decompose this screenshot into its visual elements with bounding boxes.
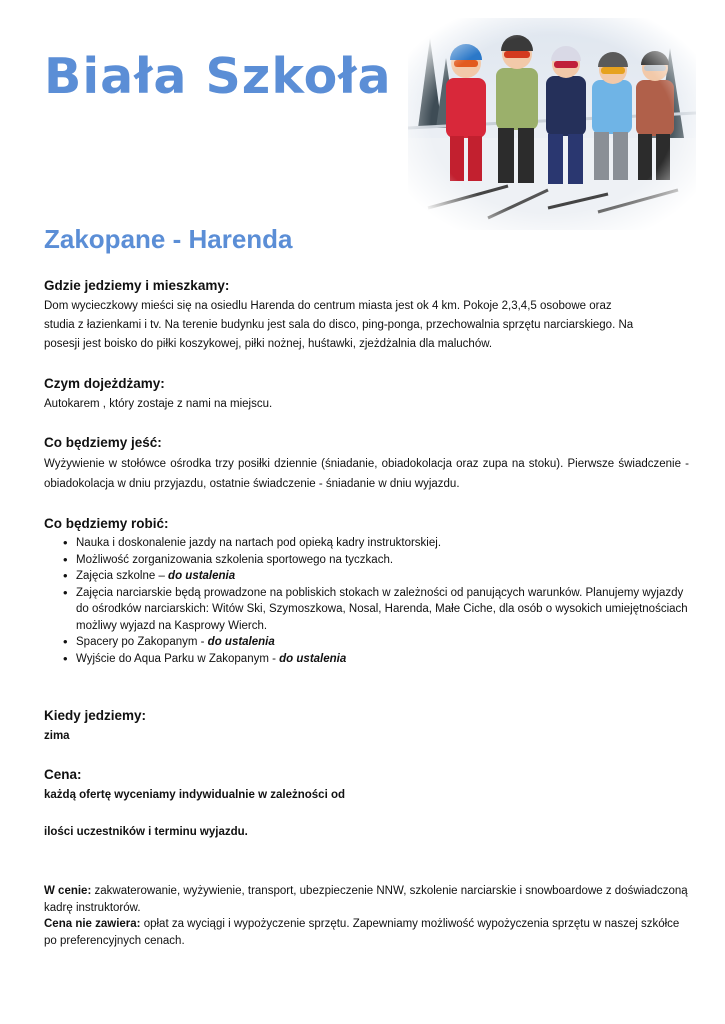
included-label: W cenie: xyxy=(44,885,92,897)
price-section xyxy=(44,767,689,842)
activities-section xyxy=(44,516,689,667)
transport-section xyxy=(44,376,689,414)
list-item-emphasis: do ustalenia xyxy=(207,636,275,648)
ski-children-photo xyxy=(408,18,696,230)
list-item xyxy=(44,568,689,585)
excluded-paragraph xyxy=(44,916,689,949)
price-line-1: każdą ofertę wyceniamy indywidualnie w zależności od xyxy=(44,789,346,801)
price-line-2: ilości uczestników i terminu wyjazdu. xyxy=(44,826,248,838)
accommodation-line-3: posesji jest boisko do piłki koszykowej, piłki nożnej, huśtawki, zjeżdżalnia dla maluchów. xyxy=(44,338,493,350)
location-heading: Zakopane - Harenda xyxy=(44,224,293,254)
included-text: zakwaterowanie, wyżywienie, transport, ubezpieczenie NNW, szkolenie narciarskie i snowboardowe z doświadczoną kadrę instruktorów. xyxy=(44,885,688,914)
list-item-emphasis: do ustalenia xyxy=(168,570,236,582)
list-item xyxy=(44,651,689,668)
list-item-text: Nauka i doskonalenie jazdy na nartach pod opieką kadry instruktorskiej. xyxy=(76,537,442,549)
list-item xyxy=(44,585,689,635)
when-heading: Kiedy jedziemy: xyxy=(44,708,147,723)
transport-heading: Czym dojeżdżamy: xyxy=(44,376,165,391)
activities-heading: Co będziemy robić: xyxy=(44,516,169,531)
list-item-text: Możliwość zorganizowania szkolenia sportowego na tyczkach. xyxy=(76,553,394,566)
transport-text: Autokarem , który zostaje z nami na miejscu. xyxy=(44,398,273,410)
activities-list xyxy=(44,535,689,667)
list-item xyxy=(44,634,689,651)
when-section xyxy=(44,708,689,746)
food-section xyxy=(44,435,689,494)
list-item-emphasis: do ustalenia xyxy=(279,652,347,665)
list-item-text: Wyjście do Aqua Parku w Zakopanym - xyxy=(76,652,280,665)
list-item-text: Zajęcia narciarskie będą prowadzone na pobliskich stokach w zależności od panujących warunków. Planujemy wyjazdy do ośrodków narciarskich: Witów Ski, Szymoszkowa, Nosal, Harenda, Małe Ciche, dla osób o wysokich umiejętnościach możliwy wyjazd na Kasprowy Wierch. xyxy=(76,586,688,632)
list-item xyxy=(44,535,689,552)
list-item xyxy=(44,552,689,569)
accommodation-section xyxy=(44,278,689,354)
list-item-text: Spacery po Zakopanym - xyxy=(76,636,208,648)
list-item-text: Zajęcia szkolne – xyxy=(76,570,169,582)
included-paragraph xyxy=(44,883,689,916)
price-details xyxy=(44,883,689,949)
food-heading: Co będziemy jeść: xyxy=(44,435,162,450)
excluded-text: opłat za wyciągi i wypożyczenie sprzętu. Zapewniamy możliwość wypożyczenia sprzętu w naszej szkółce po preferencyjnych cenach. xyxy=(44,918,680,947)
excluded-label: Cena nie zawiera: xyxy=(44,918,141,930)
accommodation-heading: Gdzie jedziemy i mieszkamy: xyxy=(44,278,230,293)
accommodation-line-2: studia z łazienkami i tv. Na terenie budynku jest sala do disco, ping-ponga, przechowalnia sprzętu narciarskiego. Na xyxy=(44,319,634,331)
page-title: Biała Szkoła xyxy=(44,48,392,105)
accommodation-line-1: Dom wycieczkowy mieści się na osiedlu Harenda do centrum miasta jest ok 4 km. Pokoje 2,3,4,5 osobowe oraz xyxy=(44,300,612,312)
food-text: Wyżywienie w stołówce ośrodka trzy posiłki dziennie (śniadanie, obiadokolacja oraz zupa na stoku). Pierwsze świadczenie - obiadokolacja w dniu przyjazdu, ostatnie świadczenie - śniadanie w dniu wyjazdu. xyxy=(44,458,689,490)
when-value: zima xyxy=(44,730,70,742)
price-heading: Cena: xyxy=(44,767,82,782)
